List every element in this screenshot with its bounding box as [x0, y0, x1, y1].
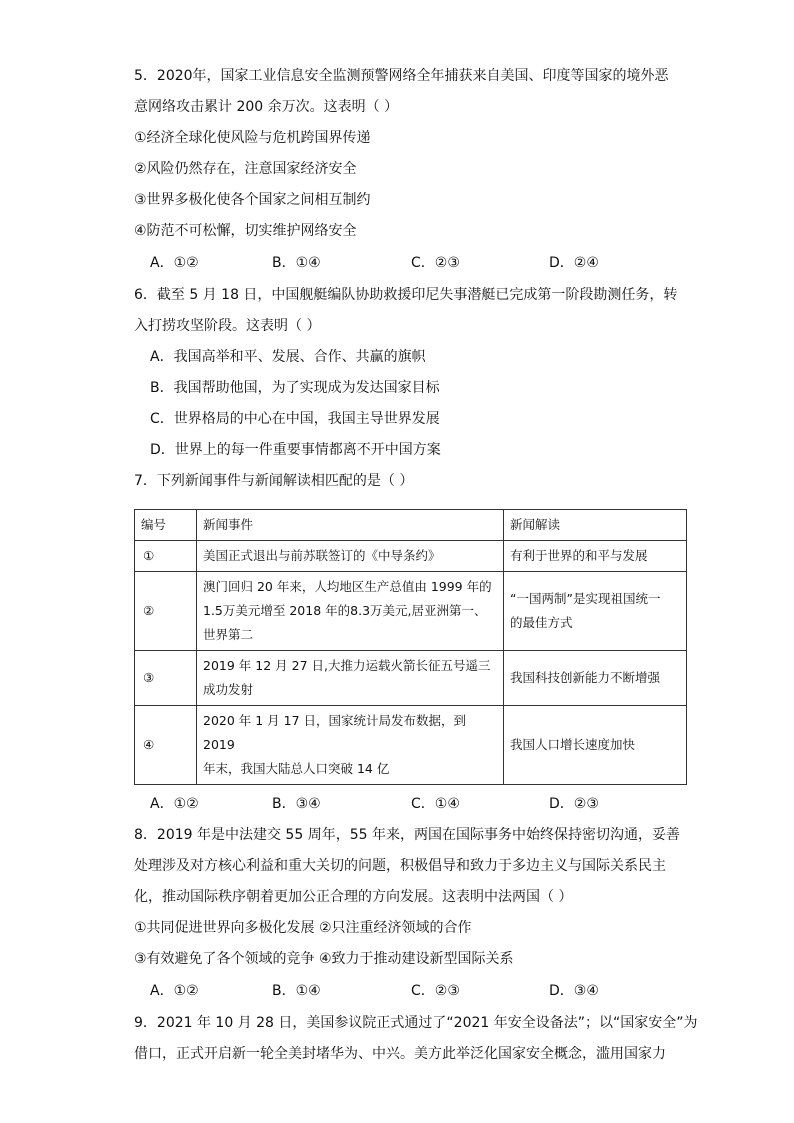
q7-option-b[interactable]: B．③④ — [272, 796, 321, 812]
q5-item-4: ④防范不可松懈，切实维护网络安全 — [134, 223, 357, 239]
event-line: 世界第二 — [203, 627, 254, 642]
row-number: ③ — [135, 651, 197, 706]
event-line: 2019 年 12 月 27 日,大推力运载火箭长征五号遥三 — [203, 658, 491, 673]
event-line: 2020 年 1 月 17 日，国家统计局发布数据，到 2019 — [203, 713, 467, 752]
q6-option-d[interactable]: D．世界上的每一件重要事情都离不开中国方案 — [150, 442, 441, 458]
event-line: 年末，我国大陆总人口突破 14 亿 — [203, 761, 390, 776]
q5-option-b[interactable]: B．①④ — [272, 255, 321, 271]
q8-stem-line2: 处理涉及对方核心利益和重大关切的问题，积极倡导和致力于多边主义与国际关系民主 — [134, 858, 666, 874]
q9-stem-line1: 9．2021 年 10 月 28 日，美国参议院正式通过了“2021 年安全设备法”；以“国家安全”为 — [134, 1015, 698, 1031]
q8-option-b[interactable]: B．①④ — [272, 983, 321, 999]
q5-options — [150, 253, 670, 273]
row-event — [197, 572, 504, 651]
q8-items-line2: ③有效避免了各个领域的竞争 ④致力于推动建设新型国际关系 — [134, 951, 514, 967]
q6-stem-line2: 入打捞攻坚阶段。这表明（ ） — [134, 318, 321, 334]
q5-item-1: ①经济全球化使风险与危机跨国界传递 — [134, 130, 371, 146]
reading-line: 有利于世界的和平与发展 — [510, 548, 648, 563]
q8-stem-line1: 8．2019 年是中法建交 55 周年，55 年来，两国在国际事务中始终保持密切沟通，妥善 — [134, 827, 680, 843]
row-reading — [504, 572, 687, 651]
q7-stem: 7．下列新闻事件与新闻解读相匹配的是（ ） — [134, 473, 414, 489]
q5-stem-line1: 5．2020年，国家工业信息安全监测预警网络全年捕获来自美国、印度等国家的境外恶 — [134, 68, 669, 84]
row-reading — [504, 651, 687, 706]
row-reading — [504, 706, 687, 785]
table-row — [135, 572, 687, 651]
reading-line: “一国两制”是实现祖国统一 — [510, 591, 661, 606]
q8-stem-line3: 化，推动国际秩序朝着更加公正合理的方向发展。这表明中法两国（ ） — [134, 889, 573, 905]
q5-option-d[interactable]: D．②④ — [549, 255, 599, 271]
q8-option-d[interactable]: D．③④ — [549, 983, 599, 999]
q5-item-2: ②风险仍然存在，注意国家经济安全 — [134, 161, 357, 177]
table-row — [135, 651, 687, 706]
q7-option-a[interactable]: A．①② — [150, 796, 199, 812]
row-number: ④ — [135, 706, 197, 785]
row-event — [197, 706, 504, 785]
row-number: ① — [135, 541, 197, 572]
table-header-row — [135, 510, 687, 541]
event-line: 澳门回归 20 年来，人均地区生产总值由 1999 年的 — [203, 579, 492, 594]
q8-options — [150, 981, 670, 1001]
header-news-event: 新闻事件 — [197, 510, 504, 541]
q6-option-a[interactable]: A．我国高举和平、发展、合作、共赢的旗帜 — [150, 349, 426, 365]
row-event — [197, 651, 504, 706]
q9-stem-line2: 借口，正式开启新一轮全美封堵华为、中兴。美方此举泛化国家安全概念，滥用国家力 — [134, 1046, 666, 1062]
table-row — [135, 541, 687, 572]
header-number: 编号 — [135, 510, 197, 541]
row-reading — [504, 541, 687, 572]
row-event — [197, 541, 504, 572]
q8-option-a[interactable]: A．①② — [150, 983, 199, 999]
q7-option-d[interactable]: D．②③ — [549, 796, 599, 812]
reading-line: 我国科技创新能力不断增强 — [510, 670, 661, 685]
event-line: 成功发射 — [203, 682, 254, 697]
q8-items-line1: ①共同促进世界向多极化发展 ②只注重经济领域的合作 — [134, 920, 472, 936]
q5-stem-line2: 意网络攻击累计 200 余万次。这表明（ ） — [134, 99, 399, 115]
q6-option-b[interactable]: B．我国帮助他国，为了实现成为发达国家目标 — [150, 380, 440, 396]
news-table — [134, 509, 687, 785]
row-number: ② — [135, 572, 197, 651]
q8-option-c[interactable]: C．②③ — [411, 983, 460, 999]
reading-line: 的最佳方式 — [510, 615, 573, 630]
event-line: 1.5万美元增至 2018 年的8.3万美元,居亚洲第一、 — [203, 603, 487, 618]
q7-options — [150, 794, 670, 814]
reading-line: 我国人口增长速度加快 — [510, 737, 636, 752]
q5-option-a[interactable]: A．①② — [150, 255, 199, 271]
q6-option-c[interactable]: C．世界格局的中心在中国，我国主导世界发展 — [150, 411, 440, 427]
event-line: 美国正式退出与前苏联签订的《中导条约》 — [203, 548, 441, 563]
q7-option-c[interactable]: C．①④ — [411, 796, 460, 812]
header-news-reading: 新闻解读 — [504, 510, 687, 541]
q5-option-c[interactable]: C．②③ — [411, 255, 460, 271]
q6-stem-line1: 6．截至 5 月 18 日，中国舰艇编队协助救援印尼失事潜艇已完成第一阶段勘测任务，转 — [134, 287, 678, 303]
q5-item-3: ③世界多极化使各个国家之间相互制约 — [134, 192, 371, 208]
table-row — [135, 706, 687, 785]
